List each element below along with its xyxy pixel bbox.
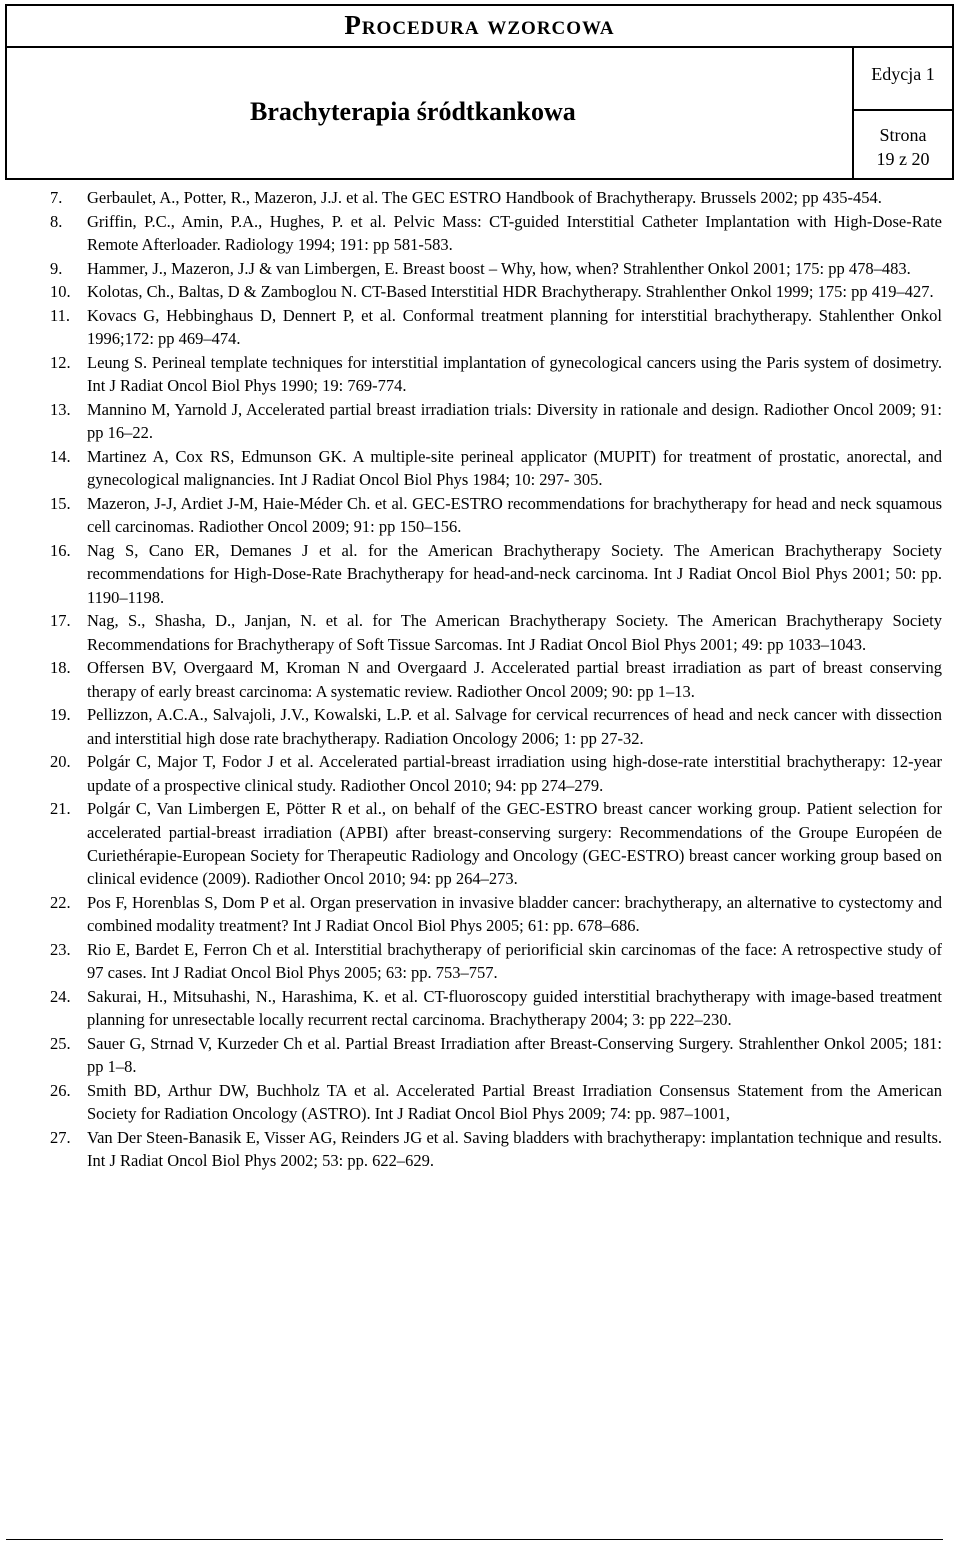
- reference-number: 8.: [50, 211, 63, 231]
- reference-item: [50, 398, 942, 445]
- reference-text: Smith BD, Arthur DW, Buchholz TA et al. Accelerated Partial Breast Irradiation Consensus Statement from the American Society for Radiation Oncology (ASTRO). Int J Radiat Oncol Biol Phys 2009; 74: pp. 987–1001,: [87, 1081, 942, 1124]
- reference-number: 16.: [50, 540, 71, 560]
- reference-item: [50, 609, 942, 656]
- reference-item: [50, 938, 942, 985]
- reference-text: Nag, S., Shasha, D., Janjan, N. et al. for The American Brachytherapy Society. The American Brachytherapy Society Recommendations for Brachytherapy of Soft Tissue Sarcomas. Int J Radiat Oncol Biol Phys 2001; 49: pp 1033–1043.: [87, 611, 942, 654]
- procedure-banner: [7, 6, 952, 48]
- edition-label: Edycja 1: [871, 64, 935, 84]
- reference-number: 15.: [50, 493, 71, 513]
- reference-number: 19.: [50, 705, 71, 725]
- reference-number: 25.: [50, 1034, 71, 1053]
- reference-number: 17.: [50, 611, 71, 631]
- procedure-label: Procedura wzorcowa: [344, 10, 615, 40]
- reference-number: 26.: [50, 1081, 71, 1100]
- reference-item: [50, 210, 942, 257]
- reference-text: Martinez A, Cox RS, Edmunson GK. A multiple-site perineal applicator (MUPIT) for treatment of prostatic, anorectal, and gynecological malignancies. Int J Radiat Oncol Biol Phys 1984; 10: 297- 305.: [87, 446, 942, 490]
- reference-text: Gerbaulet, A., Potter, R., Mazeron, J.J. et al. The GEC ESTRO Handbook of Brachytherapy. Brussels 2002; pp 435-454.: [87, 188, 882, 207]
- reference-number: 22.: [50, 893, 71, 912]
- page-cell: [854, 111, 952, 178]
- reference-item: [50, 750, 942, 797]
- reference-text: Mannino M, Yarnold J, Accelerated partial breast irradiation trials: Diversity in rationale and design. Radiother Oncol 2009; 91: pp 16–22.: [87, 399, 942, 443]
- reference-item: [50, 492, 942, 539]
- reference-number: 20.: [50, 752, 71, 772]
- reference-item: [50, 985, 942, 1032]
- reference-number: 24.: [50, 987, 71, 1006]
- document-title: Brachyterapia śródtkankowa: [250, 97, 576, 126]
- reference-item: [50, 656, 942, 703]
- reference-text: Polgár C, Major T, Fodor J et al. Accelerated partial-breast irradiation using high-dose-rate interstitial brachytherapy: 12-year update of a prospective clinical study. Radiother Oncol 2010; 94: pp 274–279.: [87, 752, 942, 795]
- reference-text: Pellizzon, A.C.A., Salvajoli, J.V., Kowalski, L.P. et al. Salvage for cervical recurrences of head and neck cancer with dissection and interstitial high dose rate brachytherapy. Radiation Oncology 2006; 1: pp 27-32.: [87, 705, 942, 748]
- reference-number: 14.: [50, 446, 71, 466]
- reference-item: [50, 304, 942, 351]
- reference-item: [50, 257, 942, 280]
- reference-number: 9.: [50, 258, 63, 278]
- title-cell: [7, 46, 854, 178]
- reference-item: [50, 1126, 942, 1173]
- reference-item: [50, 797, 942, 891]
- reference-text: Offersen BV, Overgaard M, Kroman N and Overgaard J. Accelerated partial breast irradiation as part of breast conserving therapy of early breast carcinoma: A systematic review. Radiother Oncol 2009; 90: pp 1–13.: [87, 658, 942, 701]
- reference-number: 21.: [50, 799, 71, 819]
- reference-list: [50, 186, 942, 1173]
- reference-item: [50, 186, 942, 209]
- reference-item: [50, 891, 942, 938]
- reference-text: Sakurai, H., Mitsuhashi, N., Harashima, K. et al. CT-fluoroscopy guided interstitial brachytherapy with image-based treatment planning for unresectable locally recurrent rectal carcinoma. Brachytherapy 2004; 3: pp 222–230.: [87, 987, 942, 1030]
- reference-text: Sauer G, Strnad V, Kurzeder Ch et al. Partial Breast Irradiation after Breast-Conserving Surgery. Strahlenther Onkol 2005; 181: pp 1–8.: [87, 1034, 942, 1077]
- reference-number: 11.: [50, 305, 71, 325]
- reference-number: 27.: [50, 1128, 71, 1147]
- reference-number: 18.: [50, 658, 71, 678]
- page-number: 19 z 20: [876, 149, 930, 169]
- reference-text: Hammer, J., Mazeron, J.J & van Limbergen, E. Breast boost – Why, how, when? Strahlenther Onkol 2001; 175: pp 478–483.: [87, 258, 911, 278]
- reference-text: Pos F, Horenblas S, Dom P et al. Organ preservation in invasive bladder cancer: brachytherapy, an alternative to cystectomy and combined modality treatment? Int J Radiat Oncol Biol Phys 2005; 61: pp. 678–686.: [87, 893, 942, 936]
- reference-text: Van Der Steen-Banasik E, Visser AG, Reinders JG et al. Saving bladders with brachytherapy: implantation technique and results. Int J Radiat Oncol Biol Phys 2002; 53: pp. 622–629.: [87, 1128, 942, 1171]
- reference-number: 13.: [50, 399, 71, 419]
- reference-number: 7.: [50, 188, 63, 207]
- reference-text: Rio E, Bardet E, Ferron Ch et al. Interstitial brachytherapy of periorificial skin carcinomas of the face: A retrospective study of 97 cases. Int J Radiat Oncol Biol Phys 2005; 63: pp. 753–757.: [87, 940, 942, 983]
- reference-text: Griffin, P.C., Amin, P.A., Hughes, P. et al. Pelvic Mass: CT-guided Interstitial Catheter Implantation with High-Dose-Rate Remote Afterloader. Radiology 1994; 191: pp 581-583.: [87, 211, 942, 254]
- footer-divider: [6, 1539, 943, 1540]
- reference-text: Nag S, Cano ER, Demanes J et al. for the American Brachytherapy Society. The American Brachytherapy Society recommendations for High-Dose-Rate Brachytherapy for head-and-neck carcinoma. Int J Radiat Oncol Biol Phys 2001; 50: pp. 1190–1198.: [87, 540, 942, 607]
- reference-item: [50, 351, 942, 398]
- reference-number: 10.: [50, 282, 71, 302]
- reference-item: [50, 703, 942, 750]
- reference-item: [50, 1032, 942, 1079]
- reference-number: 23.: [50, 940, 71, 959]
- reference-number: 12.: [50, 352, 71, 372]
- edition-cell: [854, 46, 952, 111]
- reference-text: Kolotas, Ch., Baltas, D & Zamboglou N. CT-Based Interstitial HDR Brachytherapy. Strahlenther Onkol 1999; 175: pp 419–427.: [87, 282, 934, 302]
- reference-text: Leung S. Perineal template techniques for interstitial implantation of gynecological cancers using the Paris system of dosimetry. Int J Radiat Oncol Biol Phys 1990; 19: 769-774.: [87, 352, 942, 396]
- reference-item: [50, 280, 942, 303]
- reference-text: Polgár C, Van Limbergen E, Pötter R et al., on behalf of the GEC-ESTRO breast cancer working group. Patient selection for accelerated partial-breast irradiation (APBI) after breast-conserving surgery: Recommendations of the Groupe Européen de Curiethérapie-European Society for Therapeutic Radiology and Oncology (GEC-ESTRO) breast cancer working group based on clinical evidence (2009). Radiother Oncol 2010; 94: pp 264–273.: [87, 799, 942, 889]
- reference-item: [50, 445, 942, 492]
- page-label: Strona: [879, 125, 927, 145]
- reference-item: [50, 1079, 942, 1126]
- reference-text: Mazeron, J-J, Ardiet J-M, Haie-Méder Ch. et al. GEC-ESTRO recommendations for brachytherapy for head and neck squamous cell carcinomas. Radiother Oncol 2009; 91: pp 150–156.: [87, 493, 942, 537]
- reference-text: Kovacs G, Hebbinghaus D, Dennert P, et al. Conformal treatment planning for interstitial brachytherapy. Stahlenther Onkol 1996;172: pp 469–474.: [87, 305, 942, 349]
- reference-item: [50, 539, 942, 609]
- document-header: [5, 4, 954, 180]
